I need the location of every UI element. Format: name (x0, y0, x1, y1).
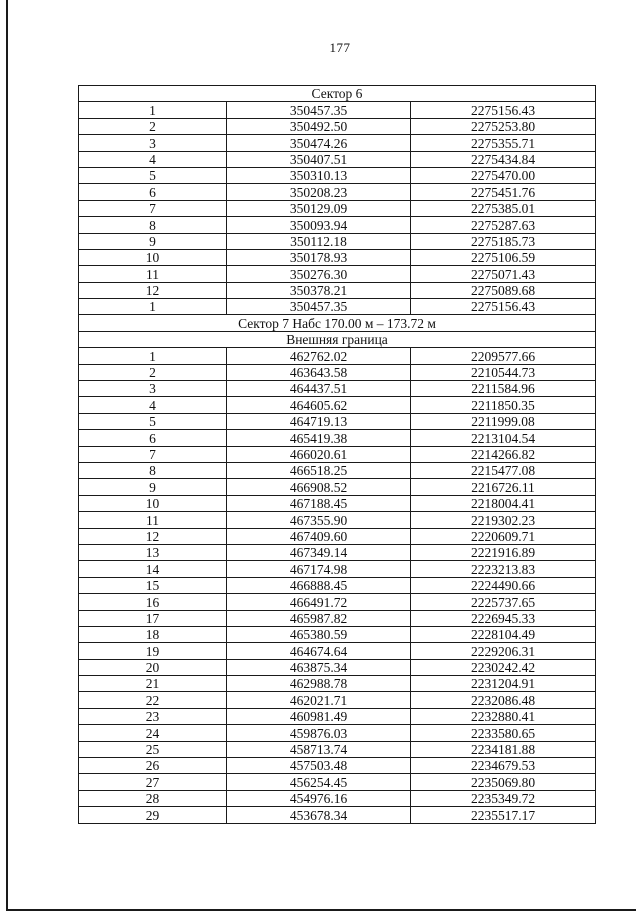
x-coordinate-cell: 466491.72 (227, 594, 411, 610)
point-number-cell: 15 (79, 577, 227, 593)
x-coordinate-cell: 350310.13 (227, 167, 411, 183)
table-row (79, 151, 596, 167)
point-number-cell: 4 (79, 397, 227, 413)
y-coordinate-cell: 2210544.73 (411, 364, 596, 380)
x-coordinate-cell: 467349.14 (227, 544, 411, 560)
x-coordinate-cell: 466888.45 (227, 577, 411, 593)
point-number-cell: 7 (79, 200, 227, 216)
coordinates-table-body (79, 86, 596, 824)
table-row (79, 528, 596, 544)
x-coordinate-cell: 464605.62 (227, 397, 411, 413)
point-number-cell: 24 (79, 725, 227, 741)
y-coordinate-cell: 2231204.91 (411, 676, 596, 692)
y-coordinate-cell: 2216726.11 (411, 479, 596, 495)
y-coordinate-cell: 2226945.33 (411, 610, 596, 626)
point-number-cell: 11 (79, 266, 227, 282)
x-coordinate-cell: 462021.71 (227, 692, 411, 708)
table-row (79, 610, 596, 626)
y-coordinate-cell: 2275385.01 (411, 200, 596, 216)
x-coordinate-cell: 463875.34 (227, 659, 411, 675)
x-coordinate-cell: 454976.16 (227, 790, 411, 806)
y-coordinate-cell: 2215477.08 (411, 462, 596, 478)
point-number-cell: 12 (79, 528, 227, 544)
point-number-cell: 9 (79, 479, 227, 495)
y-coordinate-cell: 2211850.35 (411, 397, 596, 413)
table-row (79, 741, 596, 757)
point-number-cell: 21 (79, 676, 227, 692)
y-coordinate-cell: 2275470.00 (411, 167, 596, 183)
table-row (79, 594, 596, 610)
x-coordinate-cell: 456254.45 (227, 774, 411, 790)
table-row (79, 561, 596, 577)
point-number-cell: 29 (79, 807, 227, 823)
x-coordinate-cell: 350112.18 (227, 233, 411, 249)
y-coordinate-cell: 2218004.41 (411, 495, 596, 511)
table-row (79, 708, 596, 724)
y-coordinate-cell: 2228104.49 (411, 626, 596, 642)
point-number-cell: 6 (79, 430, 227, 446)
point-number-cell: 7 (79, 446, 227, 462)
x-coordinate-cell: 350457.35 (227, 102, 411, 118)
point-number-cell: 12 (79, 282, 227, 298)
point-number-cell: 6 (79, 184, 227, 200)
point-number-cell: 4 (79, 151, 227, 167)
x-coordinate-cell: 350208.23 (227, 184, 411, 200)
x-coordinate-cell: 467174.98 (227, 561, 411, 577)
table-row (79, 774, 596, 790)
point-number-cell: 28 (79, 790, 227, 806)
table-row (79, 676, 596, 692)
y-coordinate-cell: 2275089.68 (411, 282, 596, 298)
table-row (79, 397, 596, 413)
table-row (79, 200, 596, 216)
point-number-cell: 8 (79, 217, 227, 233)
point-number-cell: 3 (79, 135, 227, 151)
point-number-cell: 2 (79, 364, 227, 380)
y-coordinate-cell: 2275434.84 (411, 151, 596, 167)
section-title-cell: Сектор 7 Набс 170.00 м – 173.72 м (79, 315, 596, 331)
table-row (79, 692, 596, 708)
point-number-cell: 3 (79, 381, 227, 397)
table-row (79, 381, 596, 397)
y-coordinate-cell: 2275156.43 (411, 299, 596, 315)
table-row (79, 725, 596, 741)
x-coordinate-cell: 467409.60 (227, 528, 411, 544)
x-coordinate-cell: 467355.90 (227, 512, 411, 528)
x-coordinate-cell: 465380.59 (227, 626, 411, 642)
y-coordinate-cell: 2275106.59 (411, 249, 596, 265)
x-coordinate-cell: 350276.30 (227, 266, 411, 282)
table-row (79, 626, 596, 642)
point-number-cell: 22 (79, 692, 227, 708)
table-row (79, 430, 596, 446)
y-coordinate-cell: 2234679.53 (411, 758, 596, 774)
y-coordinate-cell: 2233580.65 (411, 725, 596, 741)
x-coordinate-cell: 465987.82 (227, 610, 411, 626)
point-number-cell: 2 (79, 118, 227, 134)
point-number-cell: 1 (79, 299, 227, 315)
table-row (79, 299, 596, 315)
point-number-cell: 10 (79, 495, 227, 511)
y-coordinate-cell: 2213104.54 (411, 430, 596, 446)
y-coordinate-cell: 2209577.66 (411, 348, 596, 364)
table-row (79, 577, 596, 593)
table-row (79, 479, 596, 495)
y-coordinate-cell: 2275156.43 (411, 102, 596, 118)
point-number-cell: 9 (79, 233, 227, 249)
table-row (79, 266, 596, 282)
y-coordinate-cell: 2275185.73 (411, 233, 596, 249)
table-row (79, 282, 596, 298)
x-coordinate-cell: 460981.49 (227, 708, 411, 724)
y-coordinate-cell: 2211584.96 (411, 381, 596, 397)
section-title (79, 315, 596, 331)
point-number-cell: 18 (79, 626, 227, 642)
x-coordinate-cell: 466518.25 (227, 462, 411, 478)
y-coordinate-cell: 2220609.71 (411, 528, 596, 544)
table-row (79, 643, 596, 659)
point-number-cell: 23 (79, 708, 227, 724)
x-coordinate-cell: 457503.48 (227, 758, 411, 774)
point-number-cell: 27 (79, 774, 227, 790)
table-row (79, 249, 596, 265)
y-coordinate-cell: 2232086.48 (411, 692, 596, 708)
y-coordinate-cell: 2232880.41 (411, 708, 596, 724)
x-coordinate-cell: 458713.74 (227, 741, 411, 757)
x-coordinate-cell: 464719.13 (227, 413, 411, 429)
y-coordinate-cell: 2235069.80 (411, 774, 596, 790)
y-coordinate-cell: 2235349.72 (411, 790, 596, 806)
y-coordinate-cell: 2223213.83 (411, 561, 596, 577)
x-coordinate-cell: 464674.64 (227, 643, 411, 659)
y-coordinate-cell: 2275451.76 (411, 184, 596, 200)
x-coordinate-cell: 350093.94 (227, 217, 411, 233)
y-coordinate-cell: 2219302.23 (411, 512, 596, 528)
point-number-cell: 19 (79, 643, 227, 659)
y-coordinate-cell: 2235517.17 (411, 807, 596, 823)
x-coordinate-cell: 463643.58 (227, 364, 411, 380)
point-number-cell: 8 (79, 462, 227, 478)
y-coordinate-cell: 2224490.66 (411, 577, 596, 593)
section-subtitle (79, 331, 596, 347)
table-row (79, 758, 596, 774)
section-title (79, 86, 596, 102)
table-row (79, 167, 596, 183)
table-row (79, 118, 596, 134)
point-number-cell: 16 (79, 594, 227, 610)
table-row (79, 512, 596, 528)
point-number-cell: 1 (79, 348, 227, 364)
x-coordinate-cell: 465419.38 (227, 430, 411, 446)
x-coordinate-cell: 466908.52 (227, 479, 411, 495)
table-row (79, 544, 596, 560)
y-coordinate-cell: 2275355.71 (411, 135, 596, 151)
x-coordinate-cell: 462988.78 (227, 676, 411, 692)
y-coordinate-cell: 2211999.08 (411, 413, 596, 429)
table-row (79, 462, 596, 478)
y-coordinate-cell: 2229206.31 (411, 643, 596, 659)
x-coordinate-cell: 350492.50 (227, 118, 411, 134)
table-row (79, 233, 596, 249)
x-coordinate-cell: 350407.51 (227, 151, 411, 167)
table-row (79, 348, 596, 364)
point-number-cell: 11 (79, 512, 227, 528)
table-row (79, 102, 596, 118)
table-row (79, 446, 596, 462)
point-number-cell: 5 (79, 413, 227, 429)
x-coordinate-cell: 464437.51 (227, 381, 411, 397)
table-row (79, 807, 596, 823)
x-coordinate-cell: 350129.09 (227, 200, 411, 216)
table-row (79, 790, 596, 806)
table-row (79, 413, 596, 429)
section-subtitle-cell: Внешняя граница (79, 331, 596, 347)
point-number-cell: 17 (79, 610, 227, 626)
table-row (79, 495, 596, 511)
x-coordinate-cell: 459876.03 (227, 725, 411, 741)
table-row (79, 659, 596, 675)
table-row (79, 364, 596, 380)
point-number-cell: 20 (79, 659, 227, 675)
x-coordinate-cell: 462762.02 (227, 348, 411, 364)
y-coordinate-cell: 2275071.43 (411, 266, 596, 282)
x-coordinate-cell: 350457.35 (227, 299, 411, 315)
point-number-cell: 1 (79, 102, 227, 118)
y-coordinate-cell: 2275253.80 (411, 118, 596, 134)
y-coordinate-cell: 2214266.82 (411, 446, 596, 462)
point-number-cell: 13 (79, 544, 227, 560)
x-coordinate-cell: 350178.93 (227, 249, 411, 265)
point-number-cell: 10 (79, 249, 227, 265)
coordinates-table (78, 85, 596, 824)
point-number-cell: 5 (79, 167, 227, 183)
y-coordinate-cell: 2230242.42 (411, 659, 596, 675)
x-coordinate-cell: 466020.61 (227, 446, 411, 462)
point-number-cell: 25 (79, 741, 227, 757)
point-number-cell: 14 (79, 561, 227, 577)
x-coordinate-cell: 350474.26 (227, 135, 411, 151)
x-coordinate-cell: 453678.34 (227, 807, 411, 823)
x-coordinate-cell: 467188.45 (227, 495, 411, 511)
point-number-cell: 26 (79, 758, 227, 774)
section-title-cell: Сектор 6 (79, 86, 596, 102)
x-coordinate-cell: 350378.21 (227, 282, 411, 298)
page-number: 177 (329, 40, 351, 55)
y-coordinate-cell: 2275287.63 (411, 217, 596, 233)
y-coordinate-cell: 2225737.65 (411, 594, 596, 610)
y-coordinate-cell: 2234181.88 (411, 741, 596, 757)
table-row (79, 135, 596, 151)
y-coordinate-cell: 2221916.89 (411, 544, 596, 560)
table-row (79, 217, 596, 233)
table-row (79, 184, 596, 200)
